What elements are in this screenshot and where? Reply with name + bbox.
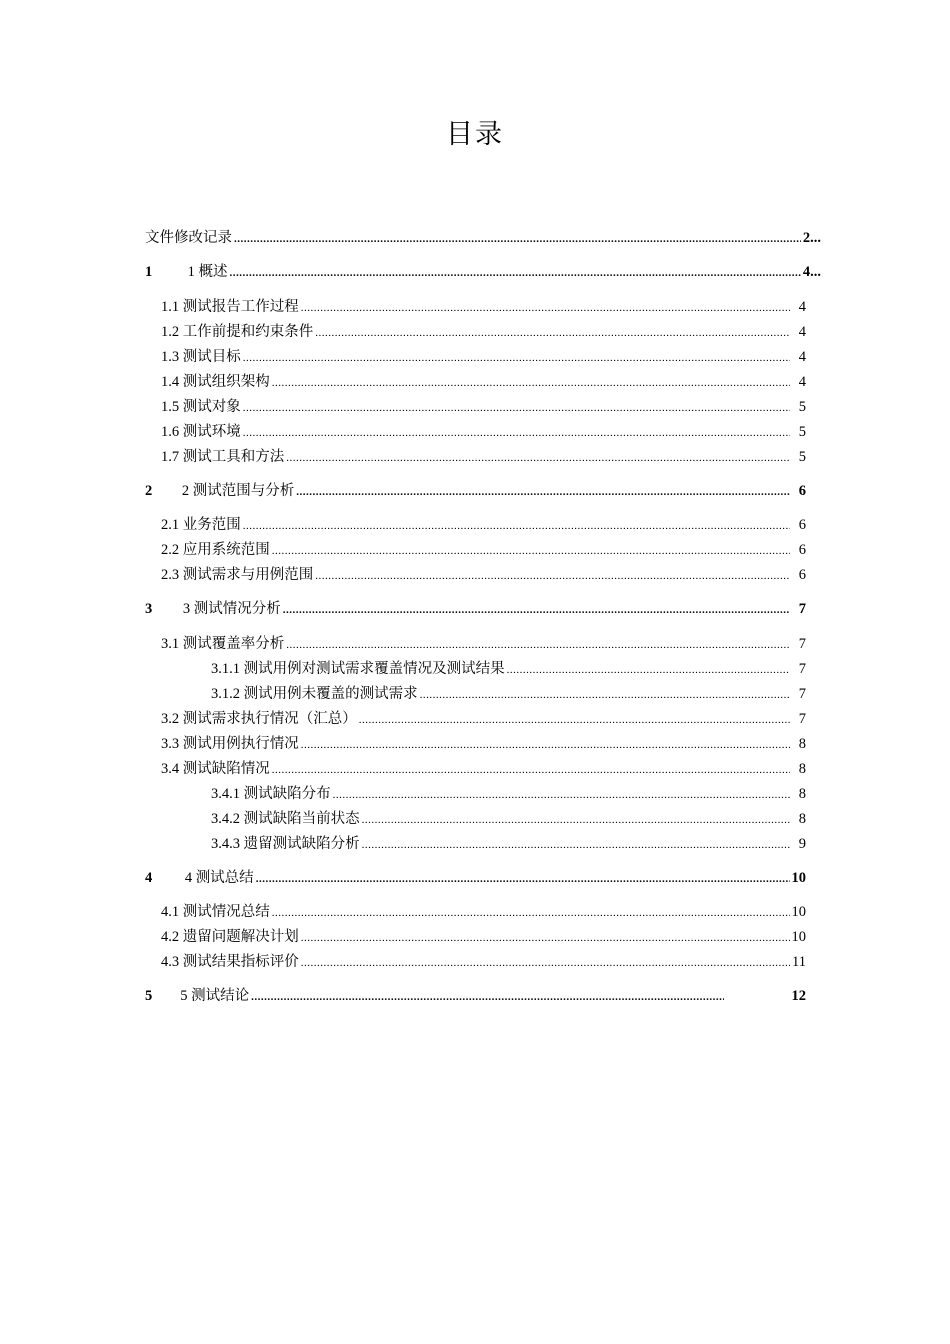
toc-leader-dots <box>251 988 723 1006</box>
toc-entry-1-5[interactable] <box>161 398 806 417</box>
toc-entry-text: 3.1.1 测试用例对测试需求覆盖情况及测试结果 <box>211 661 505 677</box>
toc-entry-1-1[interactable] <box>161 298 806 317</box>
toc-leader-dots <box>420 686 790 704</box>
toc-leader-dots <box>272 904 790 922</box>
toc-entry-1-7[interactable] <box>161 448 806 467</box>
toc-entry-text: 2 测试范围与分析 <box>181 483 295 499</box>
toc-entry-2-2[interactable] <box>161 541 806 560</box>
toc-leader-dots <box>296 483 790 501</box>
toc-page-number: 4 <box>798 349 806 365</box>
toc-entry-text: 3.2 测试需求执行情况（汇总） <box>161 711 357 727</box>
toc-entry-text: 3.4.1 测试缺陷分布 <box>211 786 331 802</box>
toc-page-number: 5 <box>798 399 806 415</box>
toc-entry-text: 2.3 测试需求与用例范围 <box>161 567 314 583</box>
toc-leader-dots <box>301 954 790 972</box>
toc-leader-dots <box>272 542 790 560</box>
toc-entry-chapter-1[interactable] <box>145 263 821 282</box>
toc-leader-dots <box>256 870 790 888</box>
toc-leader-dots <box>359 711 790 729</box>
toc-page-number: 4... <box>802 264 821 280</box>
toc-page-number: 4 <box>798 374 806 390</box>
toc-entry-text: 3.1 测试覆盖率分析 <box>161 636 285 652</box>
toc-entry-text: 2.1 业务范围 <box>161 517 241 533</box>
toc-page-number: 8 <box>798 761 806 777</box>
toc-entry-text: 5 测试结论 <box>180 988 250 1004</box>
toc-entry-text: 3.4.2 测试缺陷当前状态 <box>211 811 360 827</box>
toc-page-number: 8 <box>798 736 806 752</box>
toc-entry-3-2[interactable] <box>161 710 806 729</box>
toc-leader-dots <box>243 424 790 442</box>
toc-entry-text: 3.3 测试用例执行情况 <box>161 736 299 752</box>
toc-entry-text: 文件修改记录 <box>145 230 232 246</box>
toc-chapter-number: 5 <box>145 988 153 1004</box>
toc-leader-dots <box>230 264 801 282</box>
toc-entry-2-3[interactable] <box>161 566 806 585</box>
toc-page-number: 10 <box>791 929 806 945</box>
toc-entry-3-1-2[interactable] <box>211 685 806 704</box>
toc-page-number: 7 <box>798 601 806 617</box>
toc-entry-1-3[interactable] <box>161 348 806 367</box>
toc-page-number: 6 <box>798 567 806 583</box>
toc-page-number: 8 <box>798 786 806 802</box>
toc-page-number: 12 <box>791 988 806 1004</box>
toc-entry-text: 1.2 工作前提和约束条件 <box>161 324 314 340</box>
toc-leader-dots <box>301 736 790 754</box>
toc-entry-chapter-3[interactable] <box>145 600 806 619</box>
toc-entry-doc-history[interactable] <box>145 229 821 248</box>
toc-chapter-number: 3 <box>145 601 153 617</box>
toc-entry-4-3[interactable] <box>161 953 806 972</box>
page-title: 目录 <box>446 119 504 150</box>
toc-page-number: 10 <box>791 870 806 886</box>
toc-page-number: 2... <box>802 230 821 246</box>
toc-chapter-number: 4 <box>145 870 153 886</box>
toc-entry-text: 4 测试总结 <box>184 870 254 886</box>
toc-page-number: 5 <box>798 449 806 465</box>
toc-entry-1-2[interactable] <box>161 323 806 342</box>
toc-leader-dots <box>507 661 790 679</box>
toc-leader-dots <box>243 399 790 417</box>
toc-entry-text: 1.4 测试组织架构 <box>161 374 270 390</box>
toc-entry-3-4-3[interactable] <box>211 835 806 854</box>
toc-entry-text: 3.4 测试缺陷情况 <box>161 761 270 777</box>
toc-entry-1-6[interactable] <box>161 423 806 442</box>
toc-entry-text: 2.2 应用系统范围 <box>161 542 270 558</box>
toc-entry-4-1[interactable] <box>161 903 806 922</box>
toc-entry-text: 3.4.3 遗留测试缺陷分析 <box>211 836 360 852</box>
toc-entry-text: 1.7 测试工具和方法 <box>161 449 285 465</box>
toc-entry-3-3[interactable] <box>161 735 806 754</box>
toc-leader-dots <box>243 349 790 367</box>
toc-page-number: 4 <box>798 324 806 340</box>
toc-page-number: 5 <box>798 424 806 440</box>
toc-chapter-number: 1 <box>145 264 153 280</box>
toc-entry-3-1-1[interactable] <box>211 660 806 679</box>
toc-leader-dots <box>234 230 801 248</box>
toc-leader-dots <box>301 929 790 947</box>
toc-leader-dots <box>315 324 790 342</box>
toc-leader-dots <box>362 811 790 829</box>
toc-entry-1-4[interactable] <box>161 373 806 392</box>
toc-leader-dots <box>362 836 790 854</box>
toc-leader-dots <box>286 636 790 654</box>
toc-page-number: 7 <box>798 711 806 727</box>
toc-page-number: 7 <box>798 661 806 677</box>
toc-chapter-number: 2 <box>145 483 153 499</box>
toc-page-number: 11 <box>792 954 806 970</box>
toc-entry-text: 4.3 测试结果指标评价 <box>161 954 299 970</box>
toc-entry-3-4-1[interactable] <box>211 785 806 804</box>
toc-page-number: 6 <box>798 483 806 499</box>
toc-leader-dots <box>301 299 790 317</box>
toc-page-number: 10 <box>791 904 806 920</box>
toc-leader-dots <box>272 761 790 779</box>
toc-entry-chapter-2[interactable] <box>145 482 806 501</box>
toc-entry-text: 4.2 遗留问题解决计划 <box>161 929 299 945</box>
toc-leader-dots <box>243 517 790 535</box>
toc-page-number: 7 <box>798 636 806 652</box>
toc-entry-text: 4.1 测试情况总结 <box>161 904 270 920</box>
toc-entry-text: 3 测试情况分析 <box>182 601 281 617</box>
toc-page-number: 9 <box>798 836 806 852</box>
toc-page-number: 6 <box>798 517 806 533</box>
toc-page-number: 4 <box>798 299 806 315</box>
toc-entry-text: 1.3 测试目标 <box>161 349 241 365</box>
toc-entry-3-4[interactable] <box>161 760 806 779</box>
toc-entry-chapter-5[interactable] <box>145 987 806 1006</box>
toc-entry-2-1[interactable] <box>161 516 806 535</box>
toc-entry-3-1[interactable] <box>161 635 806 654</box>
toc-entry-chapter-4[interactable] <box>145 869 806 888</box>
toc-entry-text: 3.1.2 测试用例未覆盖的测试需求 <box>211 686 418 702</box>
toc-entry-text: 1 概述 <box>187 264 228 280</box>
toc-entry-3-4-2[interactable] <box>211 810 806 829</box>
toc-leader-dots <box>333 786 790 804</box>
toc-leader-dots <box>315 567 790 585</box>
toc-entry-text: 1.1 测试报告工作过程 <box>161 299 299 315</box>
toc-page-number: 7 <box>798 686 806 702</box>
toc-leader-dots <box>286 449 790 467</box>
toc-page-number: 8 <box>798 811 806 827</box>
toc-leader-dots <box>272 374 790 392</box>
toc-entry-4-2[interactable] <box>161 928 806 947</box>
toc-entry-text: 1.5 测试对象 <box>161 399 241 415</box>
toc-page-number: 6 <box>798 542 806 558</box>
toc-entry-text: 1.6 测试环境 <box>161 424 241 440</box>
toc-leader-dots <box>283 601 790 619</box>
